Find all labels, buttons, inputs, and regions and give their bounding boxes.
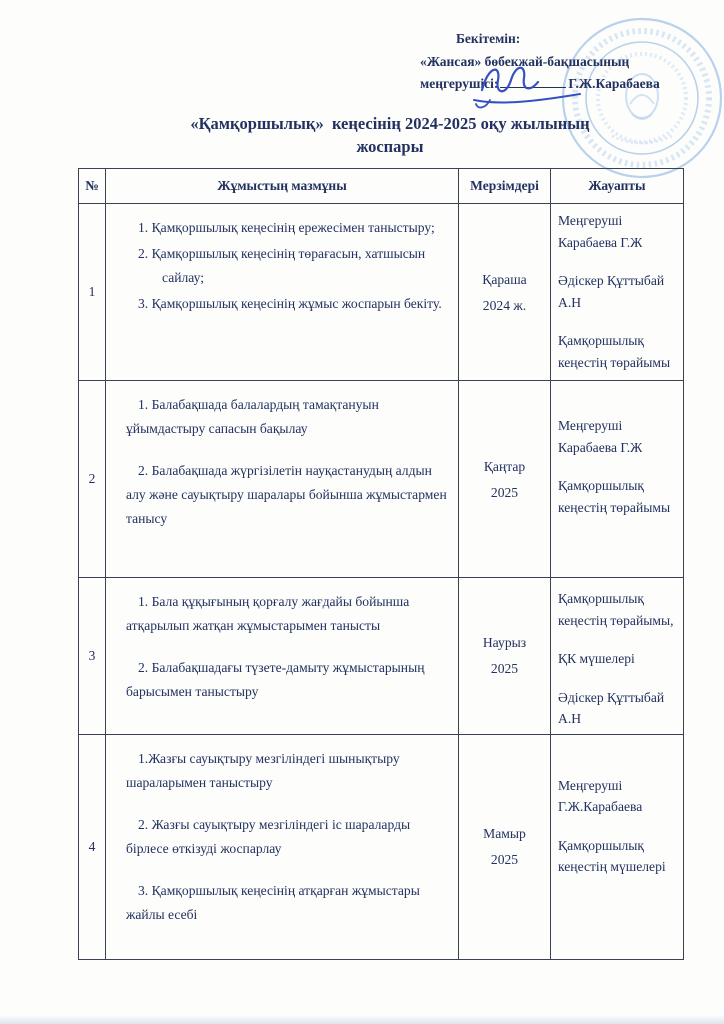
responsible-item: Қамқоршылық кеңестің төрайымы — [558, 478, 671, 515]
column-header-term: Мерзімдері — [459, 169, 551, 204]
row-number-cell — [79, 578, 106, 735]
term-cell — [459, 204, 551, 381]
task-item: 2. Қамқоршылық кеңесінің төрағасын, хатшысын сайлау; — [138, 246, 426, 285]
term-cell — [459, 578, 551, 735]
scan-edge-artifact — [0, 1015, 724, 1024]
task-content-cell — [106, 381, 459, 578]
plan-table — [78, 168, 684, 960]
responsible-item: Қамқоршылық кеңестің төрайымы, — [558, 591, 674, 628]
table-row — [79, 578, 684, 735]
term-line: Қаңтар — [483, 458, 526, 474]
page-title — [0, 112, 724, 158]
title-line-2: жоспары — [356, 137, 424, 156]
column-header-number: № — [79, 169, 106, 204]
responsible-cell — [551, 204, 684, 381]
row-number: 4 — [88, 838, 96, 854]
row-number-cell — [79, 381, 106, 578]
row-number: 3 — [88, 647, 96, 663]
responsible-item: Қамқоршылық кеңестің мүшелері — [558, 837, 666, 874]
table-header-row — [79, 169, 684, 204]
task-item: 1.Жазғы сауықтыру мезгіліндегі шынықтыру шараларымен таныстыру — [126, 750, 400, 790]
task-content-cell — [106, 578, 459, 735]
term-line: 2025 — [490, 852, 519, 867]
row-number-cell — [79, 734, 106, 959]
approver-title: меңгерушісі: — [420, 76, 499, 91]
responsible-item: ҚК мүшелері — [558, 651, 635, 666]
task-item: 2. Жазғы сауықтыру мезгіліндегі іс шараларды бірлесе өткізуді жоспарлау — [126, 816, 411, 856]
row-number: 1 — [88, 284, 96, 299]
term-line: 2025 — [490, 484, 519, 500]
table-row — [79, 204, 684, 381]
task-item: 1. Балабақшада балалардың тамақтануын ұйымдастыру сапасын бақылау — [126, 397, 379, 436]
term-cell — [459, 734, 551, 959]
responsible-item: Меңгеруші Г.Ж.Карабаева — [558, 777, 643, 814]
task-item: 2. Балабақшадағы түзете-дамыту жұмыстарының барысымен таныстыру — [126, 660, 425, 699]
responsible-cell — [551, 734, 684, 959]
task-item: 1. Қамқоршылық кеңесінің ережесімен таныстыру; — [138, 220, 435, 235]
plan-table-body — [79, 204, 684, 960]
title-line-1: «Қамқоршылық» кеңесінің 2024-2025 оқу жылының — [190, 114, 590, 133]
responsible-item: Меңгеруші Карабаева Г.Ж — [558, 418, 643, 455]
task-content-cell — [106, 204, 459, 381]
term-line: Наурыз — [482, 635, 527, 651]
task-item: 3. Қамқоршылық кеңесінің жұмыс жоспарын бекіту. — [138, 296, 442, 311]
row-number: 2 — [88, 471, 96, 486]
task-content-cell — [106, 734, 459, 959]
responsible-cell — [551, 381, 684, 578]
table-row — [79, 381, 684, 578]
task-item: 2. Балабақшада жүргізілетін науқастанудың алдын алу және сауықтыру шаралары бойынша жұмыстармен танысу — [126, 463, 447, 526]
responsible-item: Әдіскер Құттыбай А.Н — [558, 689, 665, 726]
task-item: 3. Қамқоршылық кеңесінің атқарған жұмыстары жайлы есебі — [126, 882, 420, 922]
responsible-cell — [551, 578, 684, 735]
approver-name: Г.Ж.Карабаева — [568, 76, 660, 91]
term-line: 2025 — [490, 661, 519, 677]
row-number-cell — [79, 204, 106, 381]
responsible-item: Әдіскер Құттыбай А.Н — [558, 273, 665, 310]
column-header-content: Жұмыстың мазмұны — [106, 169, 459, 204]
table-row — [79, 734, 684, 959]
approval-label: Бекітемін: — [456, 31, 521, 46]
term-line: Қараша — [482, 271, 527, 287]
responsible-item: Меңгеруші Карабаева Г.Ж — [558, 213, 643, 250]
task-item: 1. Бала құқығының қорғалу жағдайы бойынша атқарылып жатқан жұмыстарымен танысты — [126, 594, 410, 633]
responsible-item: Қамқоршылық кеңестің төрайымы — [558, 333, 671, 370]
term-line: Мамыр — [483, 826, 526, 841]
column-header-responsible: Жауапты — [551, 169, 684, 204]
term-line: 2024 ж. — [482, 297, 527, 313]
signature-icon — [468, 56, 593, 114]
term-cell — [459, 381, 551, 578]
organization-name: «Жансая» бөбекжай-бақшасының — [420, 53, 630, 69]
